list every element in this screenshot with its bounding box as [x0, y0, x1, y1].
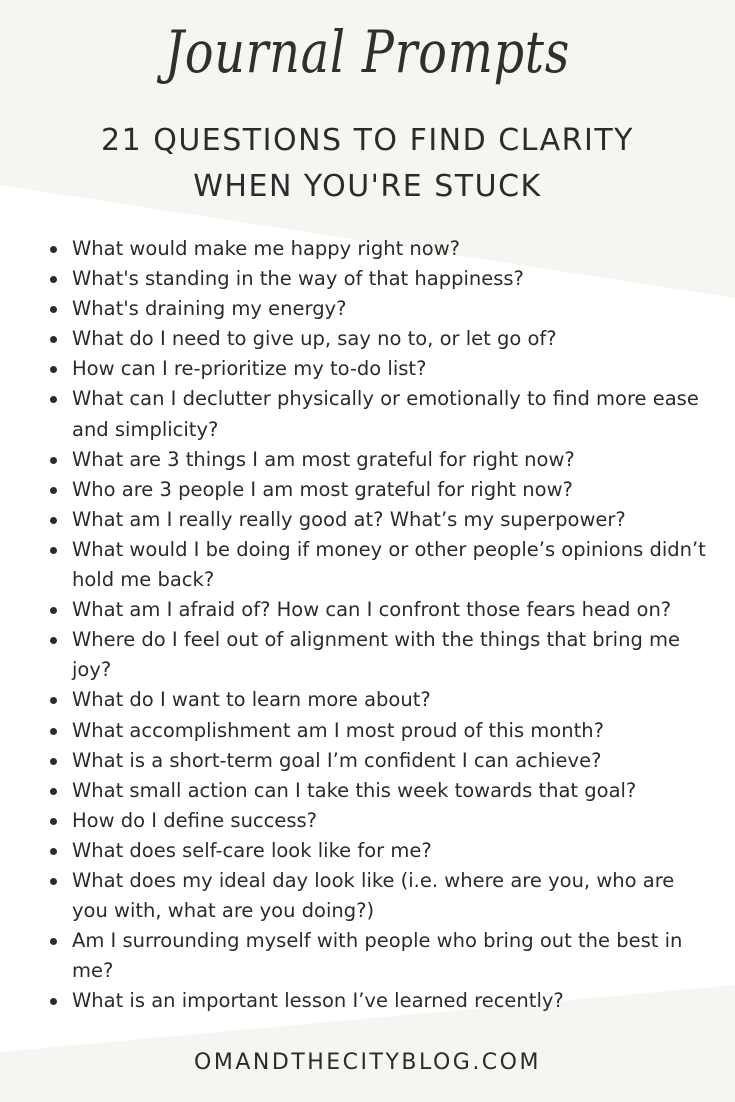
prompt-item: What would make me happy right now?	[72, 234, 712, 264]
prompt-item: What am I really really good at? What’s my superpower?	[72, 505, 712, 535]
prompt-item: What accomplishment am I most proud of this month?	[72, 716, 712, 746]
prompt-list	[72, 234, 712, 1016]
prompt-item: What's standing in the way of that happiness?	[72, 264, 712, 294]
prompt-item: Who are 3 people I am most grateful for right now?	[72, 475, 712, 505]
prompt-item: What would I be doing if money or other people’s opinions didn’t hold me back?	[72, 535, 712, 595]
prompt-item: What does self-care look like for me?	[72, 836, 712, 866]
prompt-item: What's draining my energy?	[72, 294, 712, 324]
prompt-item: What are 3 things I am most grateful for right now?	[72, 445, 712, 475]
prompt-item: Where do I feel out of alignment with the things that bring me joy?	[72, 625, 712, 685]
script-title: Journal Prompts	[164, 18, 571, 86]
prompt-item: What does my ideal day look like (i.e. where are you, who are you with, what are you doing?)	[72, 866, 712, 926]
subtitle-line-1: 21 QUESTIONS TO FIND CLARITY	[101, 123, 634, 158]
prompt-item: What do I need to give up, say no to, or let go of?	[72, 324, 712, 354]
subtitle-line-2: WHEN YOU'RE STUCK	[193, 169, 542, 204]
prompt-item: How can I re-prioritize my to-do list?	[72, 354, 712, 384]
prompt-item: What can I declutter physically or emotionally to find more ease and simplicity?	[72, 384, 712, 444]
prompt-item: Am I surrounding myself with people who bring out the best in me?	[72, 926, 712, 986]
prompt-item: What is an important lesson I’ve learned recently?	[72, 986, 712, 1016]
prompt-item: How do I define success?	[72, 806, 712, 836]
page-subtitle	[0, 118, 735, 210]
footer-site-url: OMANDTHECITYBLOG.COM	[194, 1050, 541, 1075]
prompt-item: What am I afraid of? How can I confront those fears head on?	[72, 595, 712, 625]
prompt-item: What is a short-term goal I’m confident I can achieve?	[72, 746, 712, 776]
prompt-item: What do I want to learn more about?	[72, 685, 712, 715]
prompt-item: What small action can I take this week towards that goal?	[72, 776, 712, 806]
